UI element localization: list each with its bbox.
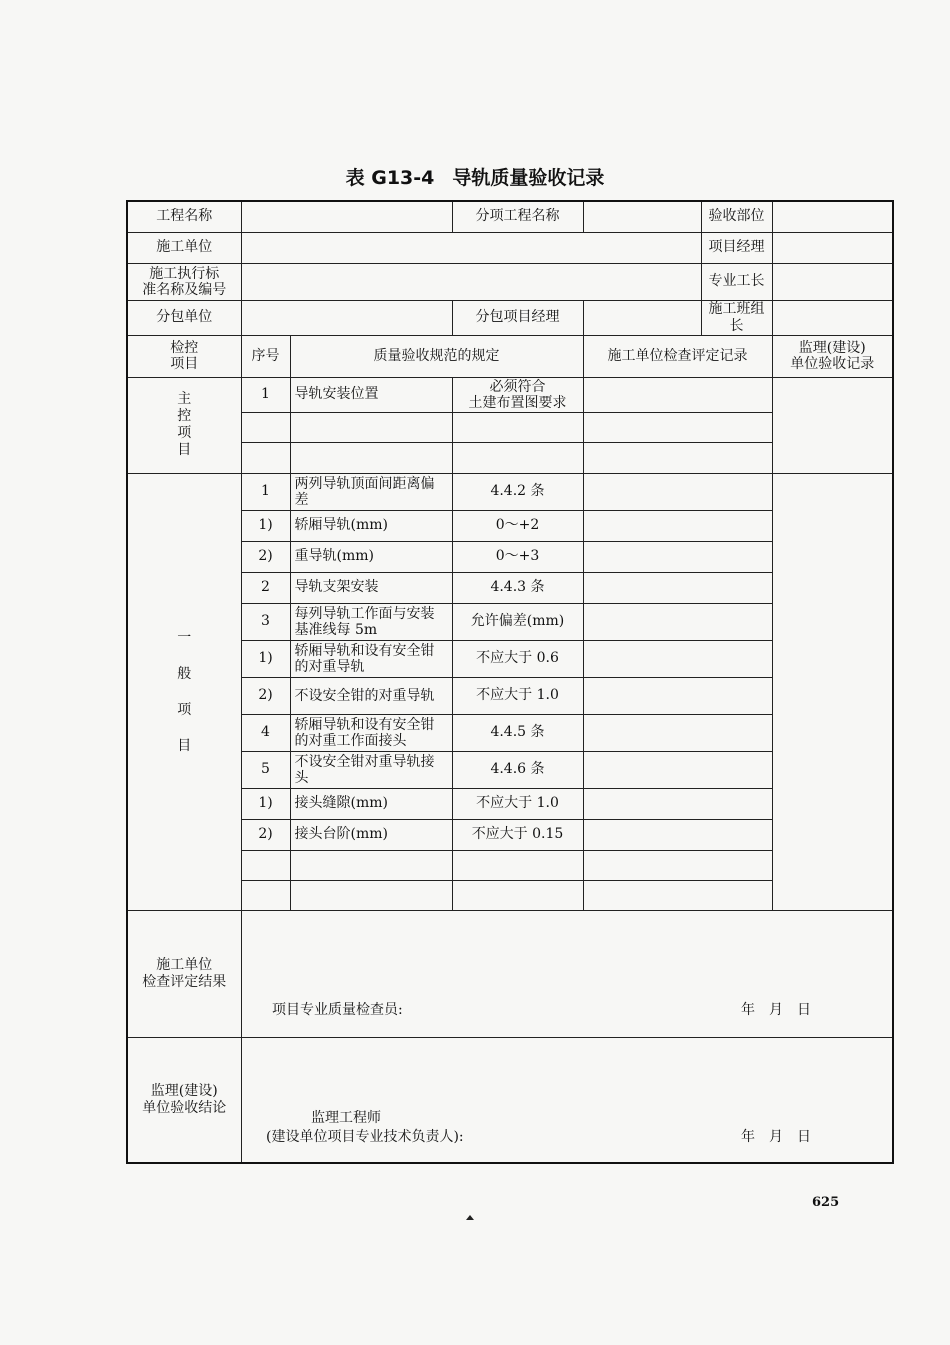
project-name-label: 工程名称 [127,201,241,232]
check-record-cell[interactable] [583,880,772,910]
supervision-engineer-label: 监理工程师 [311,1110,381,1126]
requirement-cell [452,880,583,910]
column-header-row [127,335,893,377]
form-name: 导轨质量验收记录 [452,167,605,189]
seq-cell [241,442,290,473]
project-name-value[interactable] [241,201,452,232]
standard-value[interactable] [241,263,701,300]
construction-unit-label: 施工单位 [127,232,241,263]
supervision-record-cell[interactable] [772,473,893,910]
item-cell: 接头台阶(mm) [290,819,452,850]
header-row [127,263,893,300]
requirement-cell [452,442,583,473]
item-cell [290,442,452,473]
check-record-cell[interactable] [583,788,772,819]
spec-header: 质量验收规范的规定 [290,335,583,377]
subcontract-unit-label: 分包单位 [127,300,241,335]
check-record-cell[interactable] [583,751,772,788]
seq-cell: 4 [241,714,290,751]
item-cell: 导轨安装位置 [290,377,452,412]
seq-cell: 2 [241,572,290,603]
seq-cell: 5 [241,751,290,788]
requirement-cell: 不应大于 0.6 [452,640,583,677]
category-header [127,335,241,377]
check-record-cell[interactable] [583,572,772,603]
item-cell [290,880,452,910]
supervision-conclusion-label: 监理(建设) 单位验收结论 [127,1037,241,1163]
check-record-cell[interactable] [583,473,772,510]
category-header-line1: 检控 [170,340,199,356]
check-record-cell[interactable] [583,677,772,714]
check-record-cell[interactable] [583,412,772,442]
construction-unit-value[interactable] [241,232,701,263]
general-items-category: 一 般 项 目 [127,473,241,910]
requirement-cell: 不应大于 1.0 [452,788,583,819]
seq-header: 序号 [241,335,290,377]
category-header-line2: 项目 [170,356,199,372]
acceptance-part-label: 验收部位 [701,201,772,232]
requirement-cell: 4.4.5 条 [452,714,583,751]
page-number: 625 [812,1195,840,1210]
requirement-cell: 0～+3 [452,541,583,572]
requirement-cell: 必须符合 土建布置图要求 [452,377,583,412]
check-record-cell[interactable] [583,603,772,640]
supervision-record-cell[interactable] [772,377,893,473]
item-cell [290,850,452,880]
item-cell: 不设安全钳的对重导轨 [290,677,452,714]
supervision-header-line1: 监理(建设) [798,340,866,356]
requirement-cell: 允许偏差(mm) [452,603,583,640]
item-cell: 两列导轨顶面间距离偏差 [290,473,452,510]
subcontract-manager-label: 分包项目经理 [452,300,583,335]
check-record-cell[interactable] [583,714,772,751]
quality-inspector-label: 项目专业质量检查员: [272,1002,403,1018]
header-row [127,201,893,232]
form-title [0,163,950,190]
sub-project-label: 分项工程名称 [452,201,583,232]
check-record-cell[interactable] [583,377,772,412]
team-leader-value[interactable] [772,300,893,335]
triangle-marker-icon [466,1215,474,1220]
item-cell: 导轨支架安装 [290,572,452,603]
requirement-cell: 0～+2 [452,510,583,541]
seq-cell [241,850,290,880]
owner-tech-lead-label: (建设单位项目专业技术负责人): [266,1129,464,1145]
supervision-date-label: 年 月 日 [741,1129,811,1145]
table-row [127,377,893,412]
team-leader-label: 施工班组长 [701,300,772,335]
seq-cell: 2) [241,819,290,850]
seq-cell [241,412,290,442]
main-items-category: 主 控 项 目 [127,377,241,473]
seq-cell [241,880,290,910]
seq-cell: 1) [241,640,290,677]
standard-label-line1: 施工执行标 [149,265,220,282]
item-cell: 重导轨(mm) [290,541,452,572]
supervision-header-line2: 单位验收记录 [790,356,875,372]
check-record-cell[interactable] [583,640,772,677]
item-cell: 轿厢导轨(mm) [290,510,452,541]
seq-cell: 1 [241,473,290,510]
supervision-header [772,335,893,377]
requirement-cell: 不应大于 0.15 [452,819,583,850]
requirement-cell: 不应大于 1.0 [452,677,583,714]
foreman-label: 专业工长 [701,263,772,300]
check-record-cell[interactable] [583,541,772,572]
standard-label [127,263,241,300]
item-cell: 每列导轨工作面与安装基准线每 5m [290,603,452,640]
item-cell: 轿厢导轨和设有安全钳的对重工作面接头 [290,714,452,751]
seq-cell: 1) [241,788,290,819]
item-cell: 轿厢导轨和设有安全钳的对重导轨 [290,640,452,677]
acceptance-form-table [126,200,894,1164]
requirement-cell [452,850,583,880]
form-code: 表 G13-4 [345,167,435,189]
item-cell [290,412,452,442]
seq-cell: 2) [241,541,290,572]
seq-cell: 1 [241,377,290,412]
subcontract-manager-value[interactable] [583,300,701,335]
seq-cell: 3 [241,603,290,640]
check-record-cell[interactable] [583,850,772,880]
check-record-cell[interactable] [583,510,772,541]
foreman-value[interactable] [772,263,893,300]
requirement-cell: 4.4.6 条 [452,751,583,788]
project-manager-label: 项目经理 [701,232,772,263]
requirement-cell [452,412,583,442]
standard-label-line2: 准名称及编号 [142,281,227,298]
seq-cell: 2) [241,677,290,714]
header-row [127,232,893,263]
acceptance-part-value[interactable] [772,201,893,232]
sub-project-value[interactable] [583,201,701,232]
construction-date-label: 年 月 日 [741,1002,811,1018]
check-record-cell[interactable] [583,819,772,850]
item-cell: 接头缝隙(mm) [290,788,452,819]
requirement-cell: 4.4.3 条 [452,572,583,603]
subcontract-unit-value[interactable] [241,300,452,335]
table-row [127,473,893,510]
requirement-cell: 4.4.2 条 [452,473,583,510]
seq-cell: 1) [241,510,290,541]
construction-result-label: 施工单位 检查评定结果 [127,910,241,1037]
check-record-header: 施工单位检查评定记录 [583,335,772,377]
project-manager-value[interactable] [772,232,893,263]
header-row [127,300,893,335]
check-record-cell[interactable] [583,442,772,473]
item-cell: 不设安全钳对重导轨接头 [290,751,452,788]
